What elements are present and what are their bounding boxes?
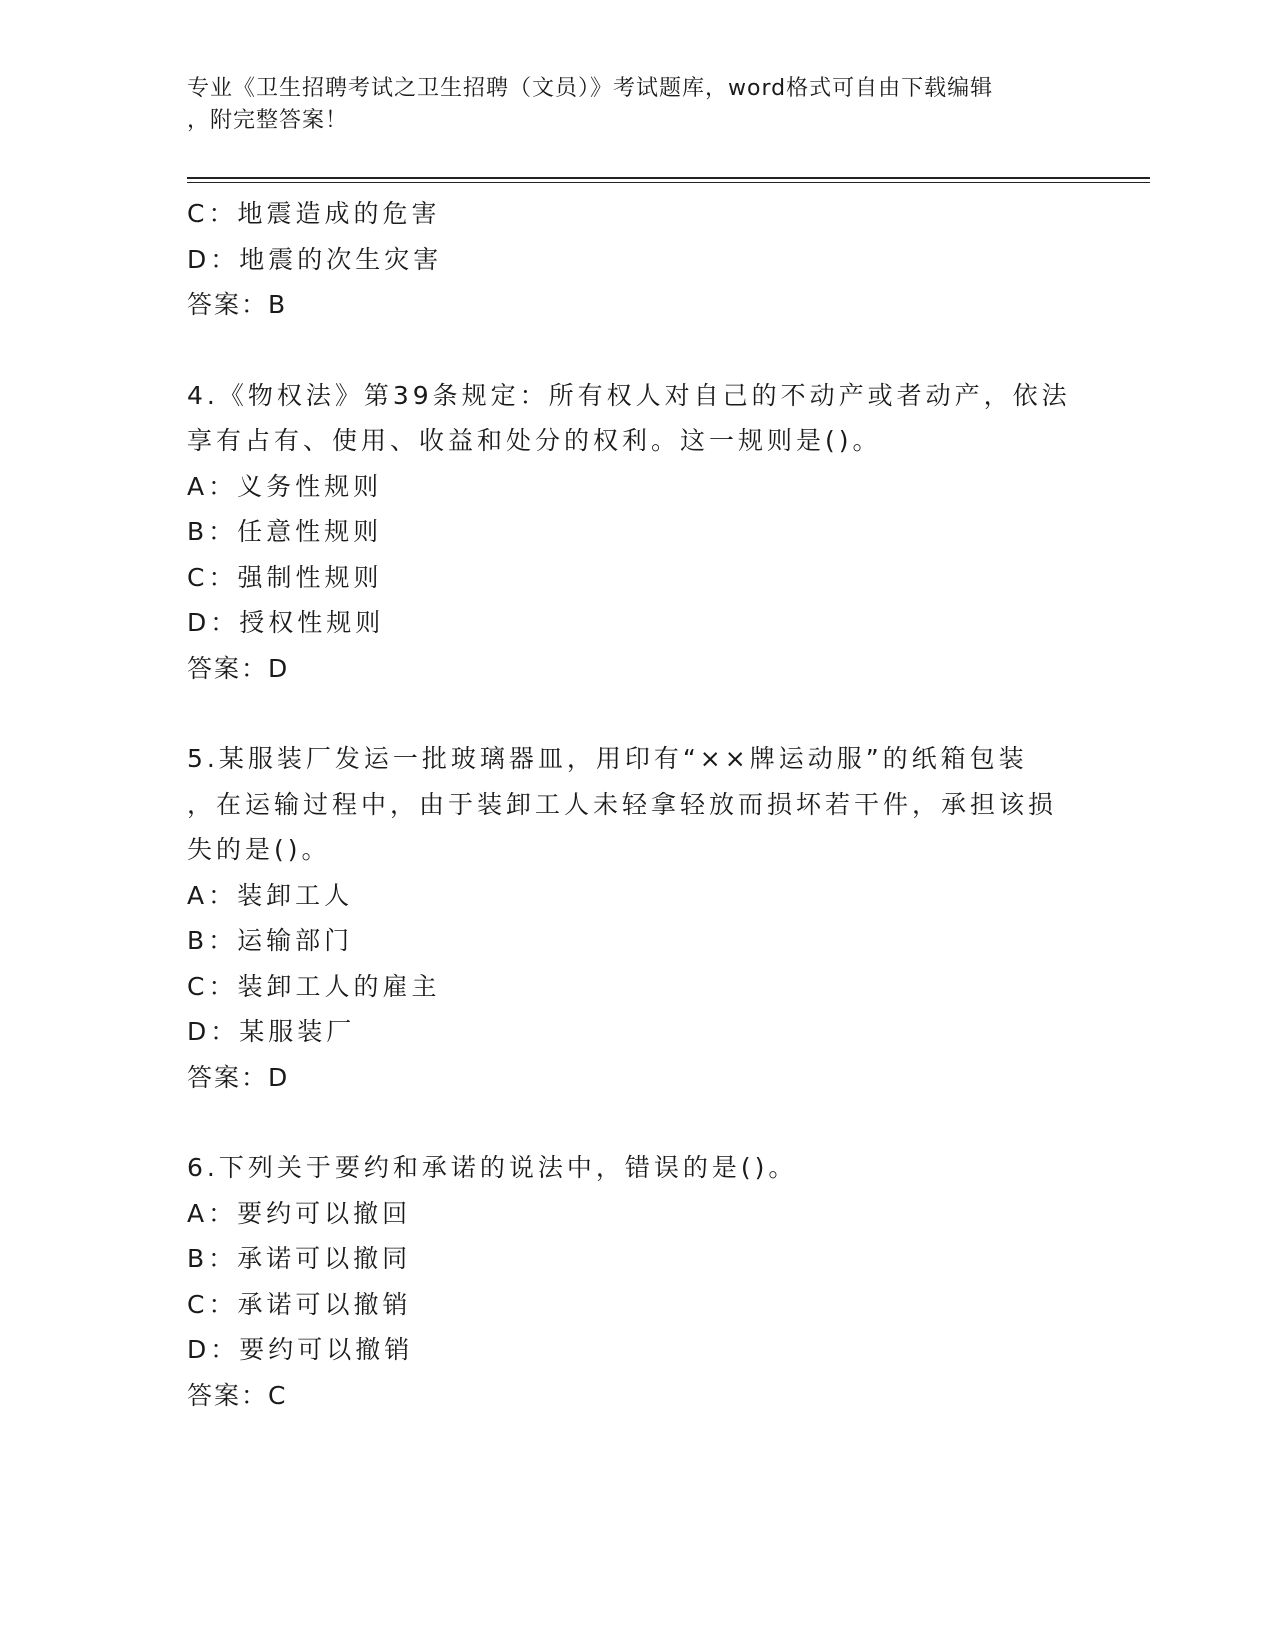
option-label: B： [187,517,238,546]
question-6 [187,1145,1087,1418]
option-c [187,1282,1087,1328]
option-text: 地震造成的危害 [237,199,441,228]
option-text: 义务性规则 [237,471,383,501]
option-a [187,1191,1087,1237]
option-text: 承诺可以撤同 [237,1244,412,1273]
option-label: A： [187,1198,238,1228]
question-text-line: 6.下列关于要约和承诺的说法中，错误的是()。 [187,1153,798,1182]
question-text-line: 享有占有、使用、收益和处分的权利。这一规则是()。 [187,426,882,455]
option-text: 强制性规则 [237,562,383,592]
answer-line: 答案：B [187,290,288,319]
header-rule-thin [187,182,1150,183]
option-d [187,1327,1087,1373]
option-label: B： [187,1244,238,1273]
option-text: 承诺可以撤销 [237,1289,412,1319]
option-c [187,964,1087,1010]
option-text: 要约可以撤回 [237,1198,412,1228]
option-b [187,1236,1087,1282]
option-a [187,464,1087,510]
option-label: D： [187,608,240,637]
header-rule-thick [187,177,1150,179]
question-gap [187,328,1087,373]
option-label: D： [187,244,240,274]
option-c [187,555,1087,601]
option-label: C： [187,1289,238,1319]
answer-line: 答案：D [187,1062,290,1092]
option-text: 运输部门 [237,926,354,955]
answer-line: 答案：C [187,1380,288,1410]
option-b [187,509,1087,555]
option-label: A： [187,880,238,910]
header-line-2: ，附完整答案！ [187,108,349,133]
option-b [187,918,1087,964]
question-5 [187,736,1087,1100]
option-d [187,600,1087,646]
question-carryover [187,191,1087,328]
answer-line: 答案：D [187,653,290,683]
option-text: 要约可以撤销 [239,1335,414,1364]
option-c [187,191,1087,237]
option-label: C： [187,199,238,228]
option-text: 授权性规则 [239,608,385,637]
option-d [187,237,1087,283]
option-text: 地震的次生灾害 [239,244,443,274]
question-text-line: 5.某服装厂发运一批玻璃器皿，用印有“××牌运动服”的纸箱包装 [187,744,1028,773]
question-gap [187,1100,1087,1145]
header-line-1: 专业《卫生招聘考试之卫生招聘（文员）》考试题库，word格式可自由下载编辑 [187,76,994,101]
question-text-line: 失的是()。 [187,835,331,864]
option-text: 装卸工人 [237,880,354,910]
option-label: D： [187,1335,240,1364]
option-a [187,873,1087,919]
option-label: A： [187,471,238,501]
question-text-line: ，在运输过程中，由于装卸工人未轻拿轻放而损坏若干件，承担该损 [187,789,1058,819]
option-text: 某服装厂 [239,1017,356,1046]
question-gap [187,691,1087,736]
question-text-line: 4.《物权法》第39条规定：所有权人对自己的不动产或者动产，依法 [187,380,1071,410]
option-label: D： [187,1017,240,1046]
document-header [187,73,1067,137]
question-4 [187,373,1087,692]
option-d [187,1009,1087,1055]
question-list [187,191,1087,1418]
option-text: 装卸工人的雇主 [237,971,441,1001]
option-label: B： [187,926,238,955]
option-text: 任意性规则 [237,517,383,546]
option-label: C： [187,971,238,1001]
option-label: C： [187,562,238,592]
